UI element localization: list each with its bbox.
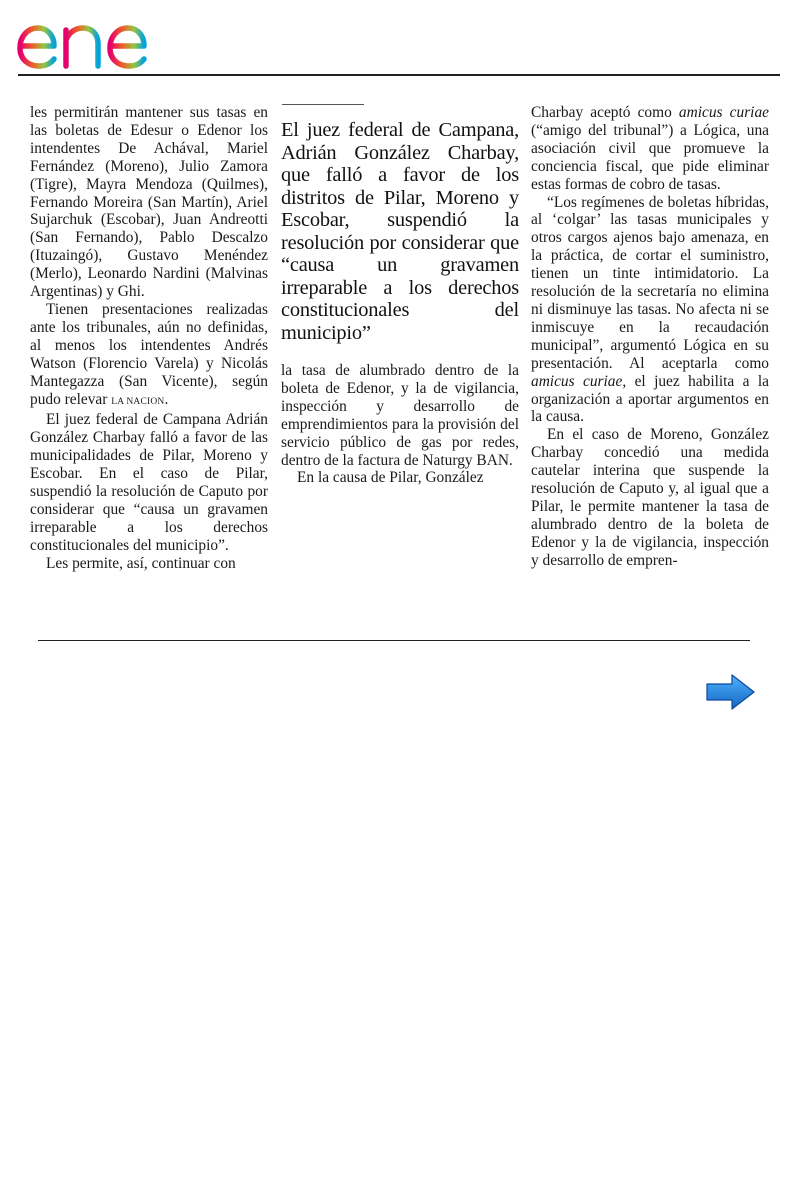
paragraph: les permitirán mantener sus tasas en las boletas de Edesur o Edenor los intendentes De Achával, Mariel Fernández (Moreno), Julio Zamora (Tigre), Mayra Mendoza (Quilmes), Fernando Moreira (San Martín), Ariel Sujarchuk (Escobar), Juan Andreotti (San Fernando), Pablo Descalzo (Ituzaingó), Gustavo Menéndez (Merlo), Leonardo Nardini (Malvinas Argentinas) y Ghi. xyxy=(30,104,268,301)
header-divider xyxy=(18,74,780,76)
paragraph xyxy=(30,301,268,411)
logo-text xyxy=(14,6,16,7)
latin-term: amicus curiae xyxy=(531,372,623,390)
article-column-3 xyxy=(531,104,769,570)
paragraph: En la causa de Pilar, González xyxy=(297,469,484,487)
footer-divider xyxy=(38,640,750,641)
paragraph-end: . xyxy=(164,390,169,408)
latin-term: amicus curiae xyxy=(678,104,769,121)
paragraph: la tasa de alumbrado dentro de la boleta de Edenor, y la de vigilancia, inspección y desarrollo de emprendimientos para la provisión del servicio público de gas por redes, dentro de la factura de Naturgy BAN. xyxy=(281,362,519,469)
paragraph: El juez federal de Campana Adrián González Charbay falló a favor de las municipalidades de Pilar, Moreno y Escobar. En el caso de Pilar, suspendió la resolución de Caputo por considerar que “causa un gravamen irreparable a los derechos constitucionales del municipio”. xyxy=(30,411,268,554)
paragraph-text: “Los regímenes de boletas híbridas, al ‘colgar’ las tasas municipales y otros cargos ajenos bajo amenaza, en la práctica, de cortar el suministro, tienen un tinte intimidatorio. La resolución de la secretaría no elimina ni disminuye las tasas. No afecta ni se inmiscuye en la recaudación municipal”, argumentó Lógica en su presentación. Al aceptarla como xyxy=(531,193,769,372)
enel-logo-mark xyxy=(14,6,184,70)
article-body xyxy=(28,104,770,594)
enel-logo xyxy=(14,6,184,70)
paragraph: Les permite, así, continuar con xyxy=(46,554,236,572)
arrow-right-icon xyxy=(704,672,758,712)
next-page-button[interactable] xyxy=(704,672,758,712)
article-column-1 xyxy=(30,104,268,573)
source-credit: LA NACION xyxy=(111,396,165,407)
paragraph-text: Tienen presentaciones realizadas ante los tribunales, aún no definidas, al menos los intendentes Andrés Watson (Florencio Varela) y Nicolás Mantegazza (San Vicente), según pudo relevar xyxy=(30,300,268,408)
paragraph xyxy=(531,104,769,194)
paragraph-text: (“amigo del tribunal”) a Lógica, una asociación civil que promueve la conciencia fiscal, que pide eliminar estas formas de cobro de tasas. xyxy=(531,121,769,193)
pull-quote: El juez federal de Campana, Adrián González Charbay, que falló a favor de los distritos de Pilar, Moreno y Escobar, suspendió la resolución por considerar que “causa un gravamen irreparable a los derechos constitucionales del municipio” xyxy=(281,119,519,344)
page-header xyxy=(0,0,800,76)
paragraph-text: , el juez habilita a la organización a aportar argumentos en la causa. xyxy=(531,372,769,426)
article-column-2 xyxy=(281,104,519,487)
pull-quote-rule xyxy=(282,104,364,105)
paragraph-text: Charbay aceptó como xyxy=(531,104,672,121)
paragraph xyxy=(531,194,769,427)
paragraph: En el caso de Moreno, González Charbay concedió una medida cautelar interina que suspende la resolución de Caputo y, al igual que a Pilar, le permite mantener la tasa de alumbrado dentro de la boleta de Edenor y la de vigilancia, inspección y desarrollo de empren- xyxy=(531,426,769,569)
